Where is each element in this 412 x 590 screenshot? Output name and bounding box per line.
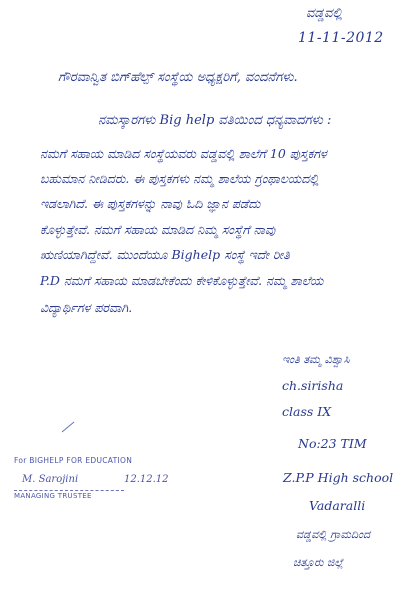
letter-place: ವಡ್ಡವಲ್ಲಿ (306, 6, 343, 21)
letter-greeting: ಗೌರವಾನ್ವಿತ ಬಿಗ್‌ಹೆಲ್ಪ್ ಸಂಸ್ಥೆಯ ಅಧ್ಯಕ್ಷರಿಗೆ, ವಂದನೆಗಳು. (58, 70, 298, 85)
signature-name: ch.sirisha (282, 378, 344, 393)
letter-body-line: P.D ನಮಗೆ ಸಹಾಯ ಮಾಡಬೇಕೆಂದು ಕೇಳಿಕೊಳ್ಳುತ್ತೇವೆ. ನಮ್ಮ ಶಾಲೆಯ (40, 273, 324, 288)
signature-closing: ಇಂತಿ ತಮ್ಮ ವಿಶ್ವಾಸಿ (282, 353, 350, 366)
signature-village: Vadaralli (309, 498, 366, 513)
stamp-date: 12.12.12 (124, 474, 169, 485)
stamp-role: MANAGING TRUSTEE (14, 492, 92, 500)
letter-body-line: ಕೊಳ್ಳುತ್ತೇವೆ. ನಮಗೆ ಸಹಾಯ ಮಾಡಿದ ನಿಮ್ಮ ಸಂಸ್ಥೆಗೆ ನಾವು (40, 222, 276, 237)
signature-line7: ವಡ್ಡವಲ್ಲಿ ಗ್ರಾಮದಿಂದ (296, 528, 371, 541)
stamp-signer: M. Sarojini (22, 474, 79, 485)
letter-body-line: ಋಣಿಯಾಗಿದ್ದೇವೆ. ಮುಂದೆಯೂ Bighelp ಸಂಸ್ಥೆ ಇದೇ ರೀತಿ (40, 247, 290, 262)
pen-mark (60, 420, 76, 434)
signature-roll: No:23 TIM (298, 436, 367, 451)
letter-body-line: ಇಡಲಾಗಿದೆ. ಈ ಪುಸ್ತಕಗಳನ್ನು ನಾವು ಓದಿ ಜ್ಞಾನ ಪಡೆದು (40, 196, 261, 211)
letter-body-line: ನಮಗೆ ಸಹಾಯ ಮಾಡಿದ ಸಂಸ್ಥೆಯವರು ವಡ್ಡವಲ್ಲಿ ಶಾಲೆಗೆ 10 ಪುಸ್ತಕಗಳ (40, 146, 327, 161)
stamp-organization: For BIGHELP FOR EDUCATION (14, 456, 133, 465)
letter-body-line: ಬಹುಮಾನ ನೀಡಿದರು. ಈ ಪುಸ್ತಕಗಳು ನಮ್ಮ ಶಾಲೆಯ ಗ್ರಂಥಾಲಯದಲ್ಲಿ (40, 171, 319, 186)
stamp-divider (14, 490, 124, 491)
letter-subject: ನಮಸ್ಕಾರಗಳು Big help ವತಿಯಿಂದ ಧನ್ಯವಾದಗಳು : (98, 113, 332, 128)
signature-line8: ಚಿತ್ತೂರು ಜಿಲ್ಲೆ (293, 556, 344, 569)
signature-class: class IX (282, 404, 332, 419)
letter-body-line: ವಿದ್ಯಾರ್ಥಿಗಳ ಪರವಾಗಿ. (40, 300, 133, 315)
signature-school: Z.P.P High school (283, 470, 394, 485)
organization-stamp (12, 456, 187, 506)
letter-date: 11-11-2012 (298, 30, 384, 46)
